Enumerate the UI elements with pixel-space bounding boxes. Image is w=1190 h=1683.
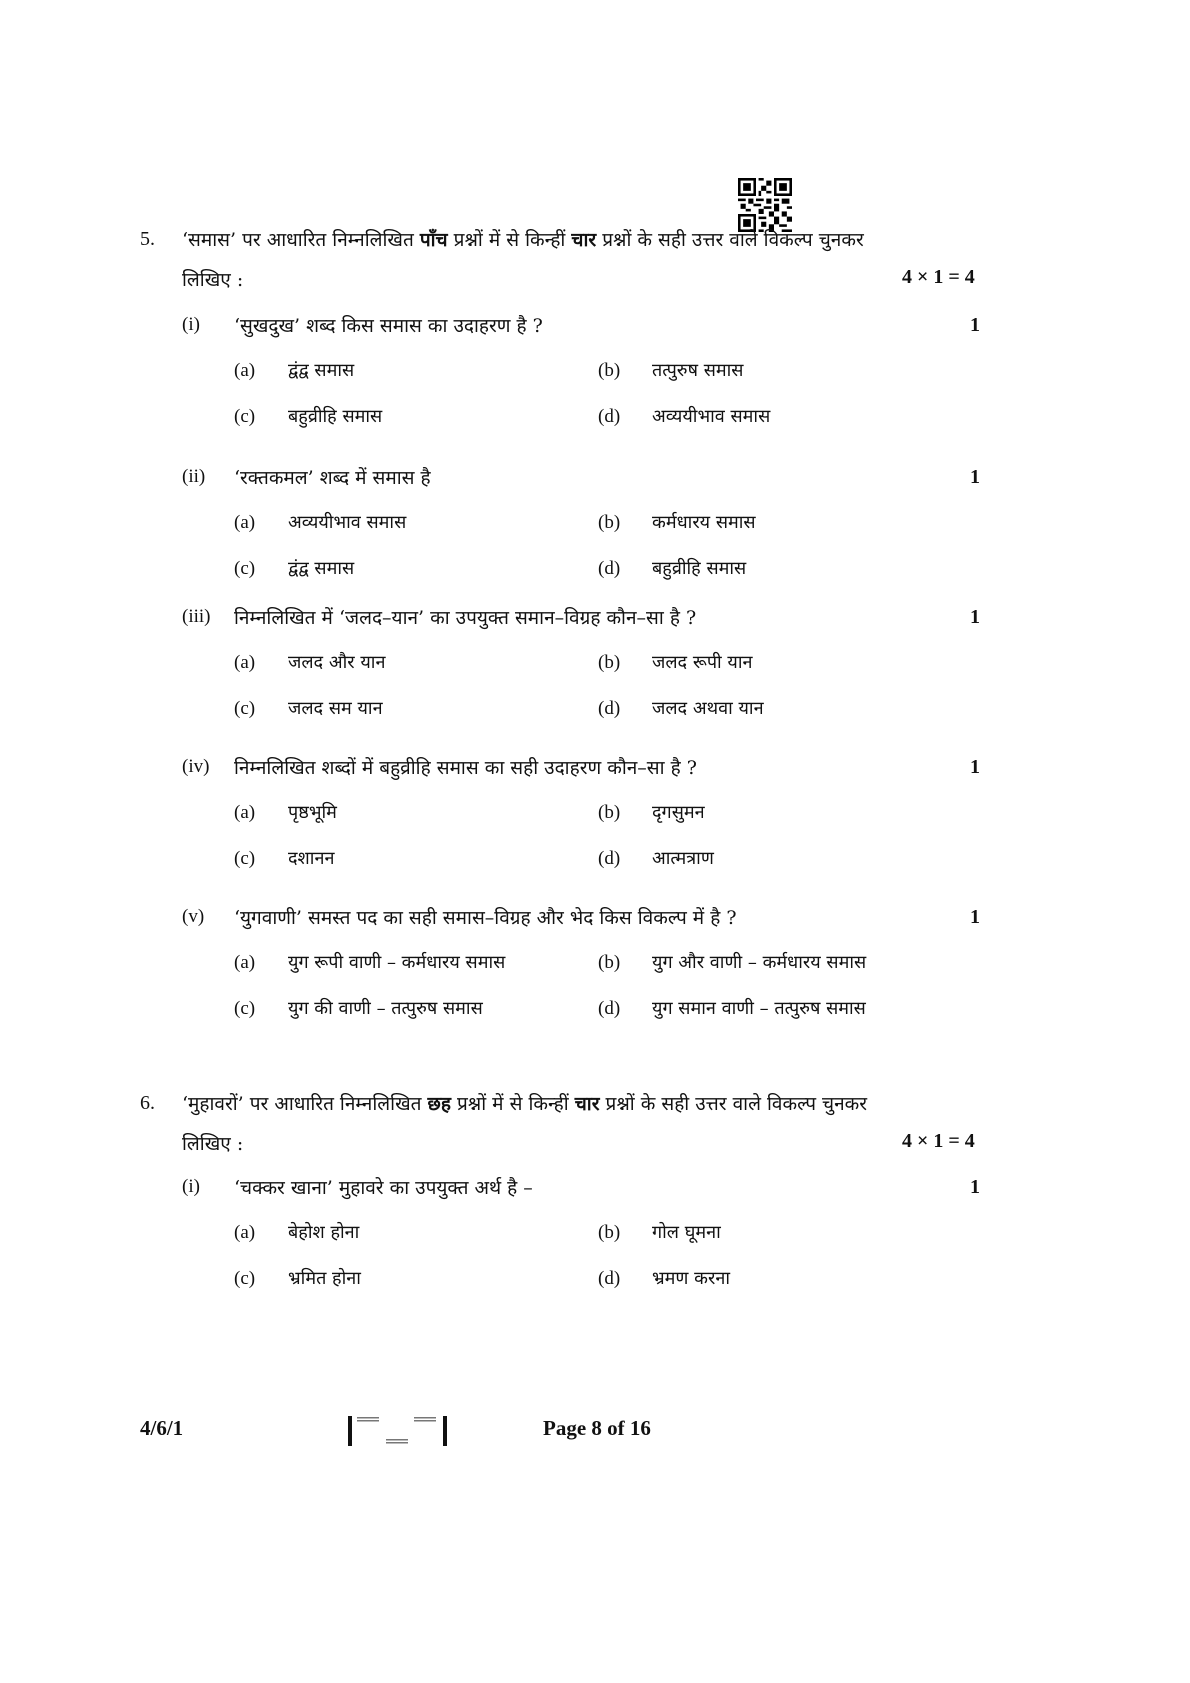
subquestion-marks: 1 [970, 606, 980, 628]
option-label: (a) [234, 952, 256, 973]
option-label: (c) [234, 558, 256, 579]
option-label: (c) [234, 848, 256, 869]
subquestion-number: (i) [182, 314, 200, 335]
option-label: (d) [598, 848, 621, 869]
option-label: (b) [598, 652, 621, 673]
qr-code-icon [738, 178, 792, 232]
option-label: (c) [234, 998, 256, 1019]
option-label: (a) [234, 1222, 256, 1243]
subquestion-text: निम्नलिखित शब्दों में बहुव्रीहि समास का सही उदाहरण कौन–सा है ? [234, 757, 697, 779]
subquestion-marks: 1 [970, 314, 980, 336]
option-text: बहुव्रीहि समास [288, 406, 383, 427]
question-number: 5. [140, 228, 155, 250]
option-text: दृगसुमन [652, 802, 705, 823]
option-label: (c) [234, 1268, 256, 1289]
option-text: युग और वाणी – कर्मधारय समास [652, 952, 867, 973]
question-marks: 4 × 1 = 4 [902, 266, 975, 288]
option-text: अव्ययीभाव समास [652, 406, 771, 427]
subquestion-number: (iv) [182, 756, 210, 777]
option-text: अव्ययीभाव समास [288, 512, 407, 533]
option-label: (a) [234, 802, 256, 823]
option-text: जलद रूपी यान [652, 652, 753, 673]
barcode-icon [348, 1414, 450, 1448]
option-label: (a) [234, 512, 256, 533]
subquestion-marks: 1 [970, 906, 980, 928]
option-text: बहुव्रीहि समास [652, 558, 747, 579]
option-text: युग रूपी वाणी – कर्मधारय समास [288, 952, 506, 973]
option-text: कर्मधारय समास [652, 512, 756, 533]
option-label: (d) [598, 1268, 621, 1289]
option-text: युग समान वाणी – तत्पुरुष समास [652, 998, 866, 1019]
question-instruction-line2: लिखिए : [182, 1133, 244, 1155]
option-text: द्वंद्व समास [288, 558, 355, 579]
question-instruction-line2: लिखिए : [182, 269, 244, 291]
option-text: जलद सम यान [288, 698, 383, 719]
option-text: जलद अथवा यान [652, 698, 764, 719]
subquestion-number: (i) [182, 1176, 200, 1197]
option-text: जलद और यान [288, 652, 386, 673]
option-text: भ्रमण करना [652, 1268, 730, 1289]
subquestion-marks: 1 [970, 756, 980, 778]
subquestion-marks: 1 [970, 466, 980, 488]
question-marks: 4 × 1 = 4 [902, 1130, 975, 1152]
option-label: (d) [598, 998, 621, 1019]
subquestion-number: (v) [182, 906, 205, 927]
subquestion-number: (iii) [182, 606, 211, 627]
page-number: Page 8 of 16 [543, 1416, 651, 1440]
option-label: (b) [598, 1222, 621, 1243]
question-number: 6. [140, 1092, 155, 1114]
option-text: भ्रमित होना [288, 1268, 361, 1289]
subquestion-text: ‘चक्कर खाना’ मुहावरे का उपयुक्त अर्थ है – [234, 1177, 533, 1199]
subquestion-text: ‘युगवाणी’ समस्त पद का सही समास–विग्रह और भेद किस विकल्प में है ? [234, 907, 737, 929]
subquestion-text: ‘रक्तकमल’ शब्द में समास है [234, 467, 431, 489]
option-text: तत्पुरुष समास [652, 360, 744, 381]
option-text: पृष्ठभूमि [288, 802, 337, 823]
question-instruction: ‘समास’ पर आधारित निम्नलिखित पाँच प्रश्नों में से किन्हीं चार प्रश्नों के सही उत्तर वाले विकल्प चुनकर [182, 229, 864, 251]
subquestion-text: ‘सुखदुख’ शब्द किस समास का उदाहरण है ? [234, 315, 543, 337]
option-label: (b) [598, 952, 621, 973]
subquestion-text: निम्नलिखित में ‘जलद–यान’ का उपयुक्त समान–विग्रह कौन–सा है ? [234, 607, 697, 629]
option-label: (a) [234, 652, 256, 673]
option-text: बेहोश होना [288, 1222, 360, 1243]
option-label: (b) [598, 512, 621, 533]
option-label: (c) [234, 698, 256, 719]
option-text: आत्मत्राण [652, 848, 714, 869]
option-label: (b) [598, 360, 621, 381]
question-instruction: ‘मुहावरों’ पर आधारित निम्नलिखित छह प्रश्नों में से किन्हीं चार प्रश्नों के सही उत्तर वाले विकल्प चुनकर [182, 1093, 868, 1115]
option-label: (a) [234, 360, 256, 381]
option-label: (b) [598, 802, 621, 823]
option-text: युग की वाणी – तत्पुरुष समास [288, 998, 483, 1019]
option-text: द्वंद्व समास [288, 360, 355, 381]
option-text: गोल घूमना [652, 1222, 721, 1243]
option-text: दशानन [288, 848, 335, 869]
option-label: (c) [234, 406, 256, 427]
option-label: (d) [598, 698, 621, 719]
paper-code: 4/6/1 [140, 1416, 184, 1440]
option-label: (d) [598, 406, 621, 427]
subquestion-number: (ii) [182, 466, 206, 487]
subquestion-marks: 1 [970, 1176, 980, 1198]
option-label: (d) [598, 558, 621, 579]
